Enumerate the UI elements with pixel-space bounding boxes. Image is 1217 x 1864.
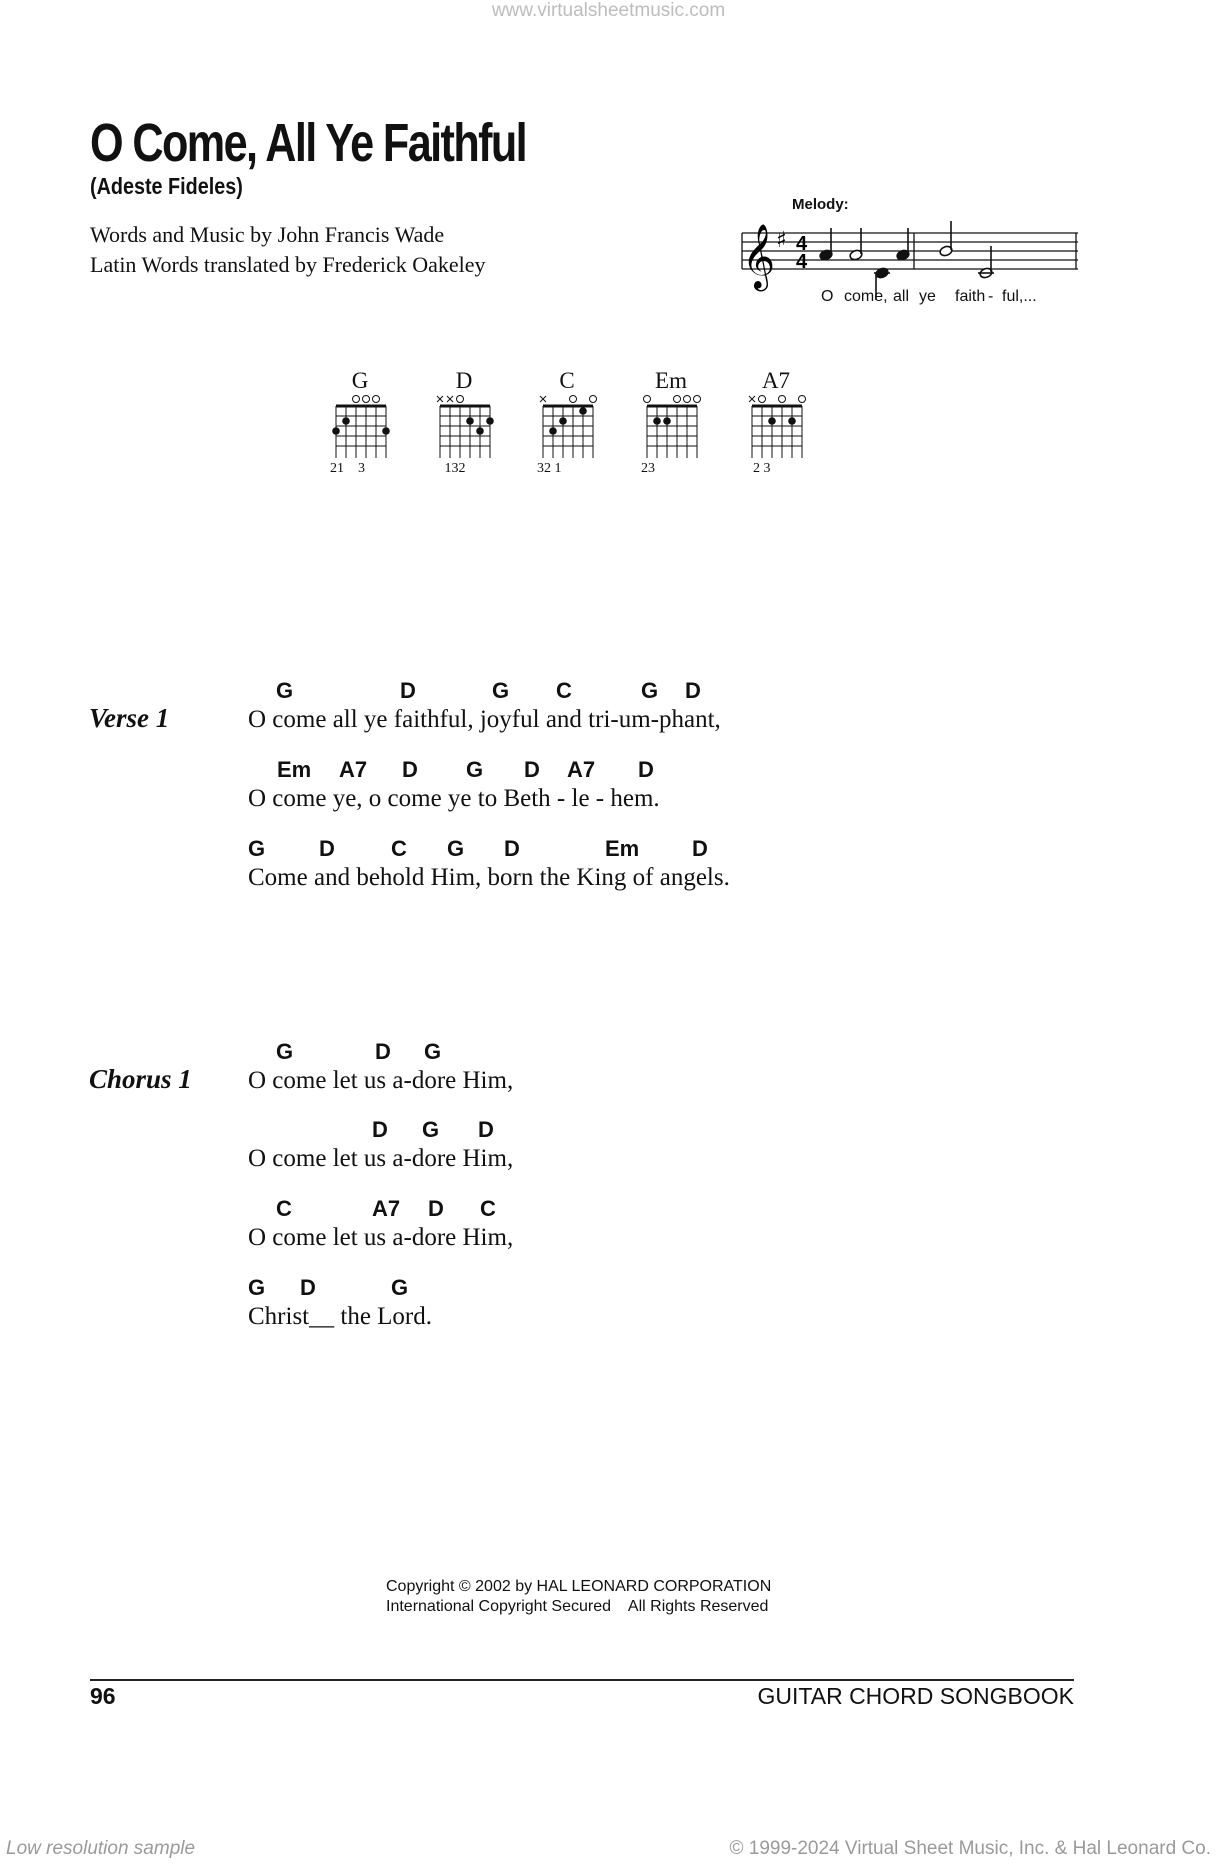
chord-diagram-d (434, 368, 494, 483)
chord-symbol: G (276, 1039, 294, 1064)
chord-symbol: C (480, 1196, 496, 1221)
fretboard-grid (537, 392, 597, 462)
chord-symbol: D (504, 836, 520, 861)
credit-translation: Latin Words translated by Frederick Oakeley (90, 252, 486, 277)
chord-symbol: G (424, 1039, 442, 1064)
chord-symbol: A7 (567, 757, 596, 782)
chord-symbol: G (466, 757, 484, 782)
footer-divider (90, 1679, 1074, 1681)
chord-symbol: D (685, 678, 701, 703)
song-subtitle: (Adeste Fideles) (90, 173, 243, 199)
chord-symbol: D (638, 757, 654, 782)
chord-diagram-c (537, 368, 597, 483)
section-label-verse-1: Verse 1 (89, 703, 170, 733)
chord-symbol: G (276, 678, 294, 703)
svg-text:O: O (821, 288, 834, 305)
chord-symbol: G (641, 678, 659, 703)
fretboard-grid (434, 392, 494, 462)
chord-diagram-fingering: 132 (434, 461, 466, 476)
chord-symbol: G (248, 836, 266, 861)
treble-clef: 𝄞 (742, 224, 776, 289)
svg-text:ful,...: ful,... (1002, 288, 1037, 305)
chord-diagram-fingering: 23 (641, 461, 655, 476)
svg-text:4: 4 (796, 233, 808, 255)
chord-symbol: A7 (372, 1196, 401, 1221)
lyric-text: Come and behold Him, born the King of angels. (248, 864, 730, 891)
chord-diagram-em (641, 368, 701, 483)
chord-diagram-name: A7 (761, 368, 791, 393)
chord-symbol: D (428, 1196, 444, 1221)
lyric-line (248, 678, 1048, 740)
chord-symbol: G (422, 1117, 440, 1142)
fretboard-grid (746, 392, 806, 462)
chord-symbol: D (300, 1275, 316, 1300)
chord-symbol: C (276, 1196, 292, 1221)
chord-symbol: G (492, 678, 510, 703)
chord-symbol: D (319, 836, 335, 861)
lyric-line (248, 836, 1048, 898)
chord-symbol: D (372, 1117, 388, 1142)
chord-symbol: C (391, 836, 407, 861)
svg-text:♯: ♯ (776, 228, 787, 253)
lyric-text: O come let us a-dore Him, (248, 1224, 514, 1251)
melody-label: Melody: (792, 196, 849, 213)
chord-diagram-row (330, 368, 810, 483)
lyric-text: Christ__ the Lord. (248, 1303, 433, 1330)
song-title: O Come, All Ye Faithful (90, 113, 527, 173)
chord-symbol: D (402, 757, 418, 782)
credit-words-music: Words and Music by John Francis Wade (90, 222, 445, 247)
lyric-line (248, 1196, 1048, 1258)
lyric-text: O come let us a-dore Him, (248, 1145, 514, 1172)
chord-diagram-fingering: 2 3 (746, 461, 771, 476)
chord-diagram-name: Em (655, 368, 687, 393)
lyric-line (248, 757, 1048, 819)
watermark-site-url: www.virtualsheetmusic.com (491, 0, 726, 21)
svg-text:-: - (988, 288, 994, 305)
chord-diagram-g (330, 368, 390, 483)
copyright-line-2: International Copyright Secured All Rights Reserved (386, 1598, 769, 1615)
chord-symbol: C (556, 678, 572, 703)
lyric-text: O come let us a-dore Him, (248, 1067, 514, 1094)
fretboard-grid (641, 392, 701, 462)
chord-diagram-fingering: 21 3 (330, 461, 365, 476)
watermark-sample-note: Low resolution sample (6, 1838, 196, 1859)
chord-symbol: D (478, 1117, 494, 1142)
chord-symbol: G (447, 836, 465, 861)
svg-text:all: all (893, 288, 910, 305)
chord-diagram-name: D (455, 368, 473, 393)
chord-diagram-a7 (746, 368, 806, 483)
chord-symbol: A7 (339, 757, 368, 782)
chord-symbol: Em (277, 757, 312, 782)
svg-text:come,: come, (844, 288, 888, 305)
svg-text:ye: ye (919, 288, 936, 305)
melody-staff (730, 215, 1080, 315)
chord-symbol: D (400, 678, 416, 703)
lyric-text: O come all ye faithful, joyful and tri-um-phant, (248, 706, 721, 733)
chord-symbol: D (692, 836, 708, 861)
svg-text:4: 4 (796, 251, 808, 273)
copyright-line-1: Copyright © 2002 by HAL LEONARD CORPORATION (386, 1578, 772, 1595)
lyric-line (248, 1275, 1048, 1337)
lyric-line (248, 1117, 1048, 1179)
chord-symbol: G (391, 1275, 409, 1300)
book-title: GUITAR CHORD SONGBOOK (757, 1683, 1074, 1709)
chord-symbol: Em (605, 836, 640, 861)
lyric-line (248, 1039, 1048, 1101)
chord-symbol: D (375, 1039, 391, 1064)
chord-diagram-name: C (559, 368, 575, 393)
chord-symbol: D (524, 757, 540, 782)
chord-diagram-name: G (351, 368, 369, 393)
section-label-chorus-1: Chorus 1 (89, 1064, 192, 1094)
fretboard-grid (330, 392, 390, 462)
page-number: 96 (90, 1683, 116, 1709)
svg-text:faith: faith (955, 288, 986, 305)
chord-symbol: G (248, 1275, 266, 1300)
chord-diagram-fingering: 32 1 (537, 461, 562, 476)
watermark-copyright: © 1999-2024 Virtual Sheet Music, Inc. & Hal Leonard Co. (729, 1838, 1211, 1859)
lyric-text: O come ye, o come ye to Beth - le - hem. (248, 785, 660, 812)
